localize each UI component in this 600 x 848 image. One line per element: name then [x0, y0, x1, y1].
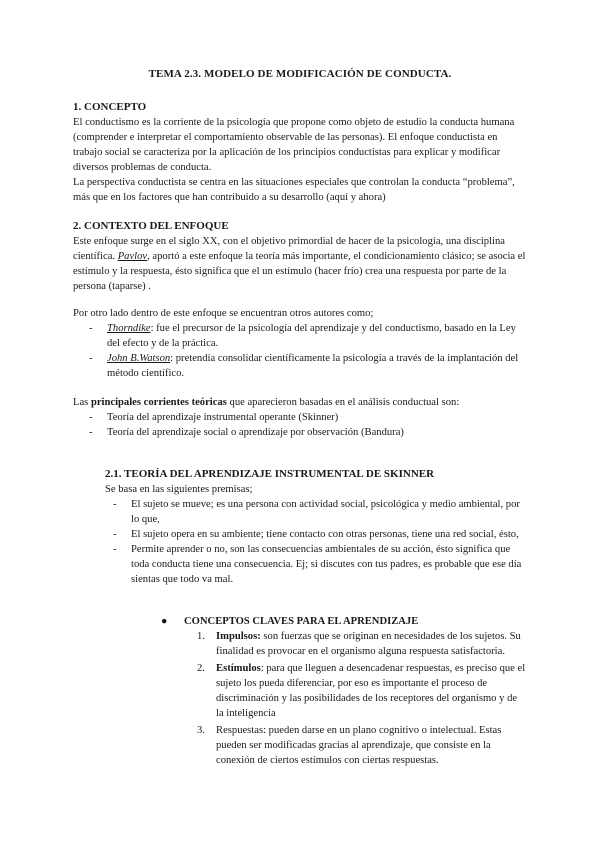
section-concepto: [73, 100, 528, 205]
section-heading: 2. CONTEXTO DEL ENFOQUE: [73, 220, 229, 232]
item-number: 3.: [197, 725, 205, 736]
document-title: TEMA 2.3. MODELO DE MODIFICACIÓN DE CONDUCTA.: [148, 68, 452, 80]
bold-text: principales corrientes teóricas: [90, 397, 227, 408]
item-number: 2.: [197, 663, 205, 674]
list-item: - Teoría del aprendizaje social o aprendizaje por observación (Bandura): [73, 425, 528, 440]
list-item: - Permite aprender o no, son las consecuencias ambientales de su acción, ésto significa que toda conducta tiene una consecuencia. Ej; si discutes con tus padres, es probable que ese día sientas que todo va mal.: [97, 542, 525, 587]
text: : pretendía consolidar científicamente la psicología a través de la implantación del método científico.: [107, 353, 519, 379]
text: , aportó a este enfoque la teoría más importante, el condicionamiento clásico; se asocia el estímulo y la respuesta, ésto significa que el un estímulo (hacer frío) crea una respuesta por parte de la persona (taparse) .: [73, 251, 526, 292]
section-authors: [73, 306, 528, 381]
section-contexto: [73, 219, 528, 294]
list-item: - Teoría del aprendizaje instrumental operante (Skinner): [73, 410, 528, 425]
text: Este enfoque surge en el siglo XX, con el objetivo primordial de hacer de la psicología, una disciplina científica.: [73, 236, 505, 262]
concepts-heading: [161, 614, 525, 629]
bullet-icon: ●: [161, 616, 168, 627]
list-item: - El sujeto opera en su ambiente; tiene contacto con otras personas, tiene una red social, ésto,: [97, 527, 525, 542]
paragraph: [73, 395, 528, 410]
paragraph: El conductismo es la corriente de la psicología que propone como objeto de estudio la conducta humana (comprender e interpretar el comportamiento observable de las personas). El enfoque conductista en trabajo social se caracteriza por la aplicación de los principios conductistas para explicar y modificar diversos problemas de conducta.: [73, 117, 515, 173]
list-item: [197, 723, 527, 768]
text: : fue el precursor de la psicología del aprendizaje y del conductismo, basado en la Ley del efecto y de la práctica.: [107, 323, 516, 349]
concepts-heading-label: CONCEPTOS CLAVES PARA EL APRENDIZAJE: [184, 616, 419, 627]
paragraph: La perspectiva conductista se centra en las situaciones especiales que controlan la conducta “problema”, más que en los factores que han contribuido a su desarrollo (aquí y ahora): [73, 177, 515, 203]
author-name: John B.Watson: [107, 353, 171, 364]
concepts-list: [197, 629, 527, 768]
list-item: [73, 351, 528, 381]
list-item: [73, 321, 528, 351]
theories-list: [73, 410, 528, 440]
list-item: [197, 629, 527, 659]
term: Impulsos:: [216, 631, 261, 642]
author-name: Pavlov: [117, 251, 148, 262]
paragraph: Por otro lado dentro de este enfoque se encuentran otros autores como;: [73, 308, 374, 319]
section-theories: [73, 395, 528, 440]
section-skinner: [105, 467, 525, 587]
term: Estímulos: [216, 663, 261, 674]
author-name: Thorndike: [107, 323, 151, 334]
item-number: 1.: [197, 631, 205, 642]
list-item: [197, 661, 527, 721]
list-item: - El sujeto se mueve; es una persona con actividad social, psicológica y medio ambiental, por lo que,: [97, 497, 525, 527]
text: Las: [73, 397, 91, 408]
section-heading: 1. CONCEPTO: [73, 101, 147, 113]
text: Respuestas: pueden darse en un plano cognitivo o intelectual. Estas pueden ser modificadas gracias al aprendizaje, que consiste en la conexión de ciertos estímulos con ciertas respuestas.: [216, 725, 502, 766]
text: que aparecieron basadas en el análisis conductual son:: [226, 397, 460, 408]
text: son fuerzas que se originan en necesidades de los sujetos. Su finalidad es provocar en el organismo alguna respuesta satisfactoria.: [216, 631, 521, 657]
authors-list: [73, 321, 528, 381]
section-heading: 2.1. TEORÍA DEL APRENDIZAJE INSTRUMENTAL DE SKINNER: [105, 468, 435, 480]
paragraph: Se basa en las siguientes premisas;: [105, 484, 253, 495]
premises-list: [97, 497, 525, 587]
paragraph: [73, 234, 528, 294]
text: : para que lleguen a desencadenar respuestas, es preciso que el sujeto los pueda diferenciar, por eso es importante el proceso de discriminación y las posibilidades de los receptores del organismo y de la inteligencia: [216, 663, 526, 719]
